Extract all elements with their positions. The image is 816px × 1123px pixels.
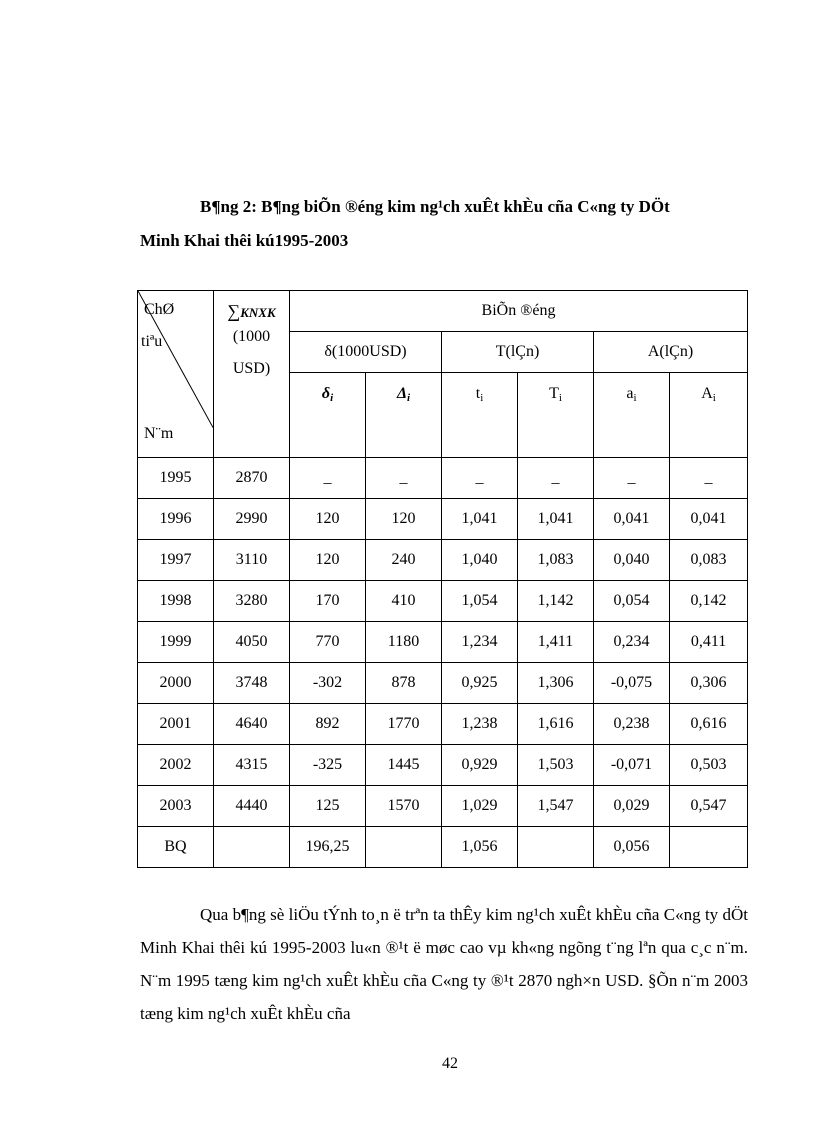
sub-header-1 bbox=[366, 373, 442, 458]
table-row bbox=[138, 622, 748, 663]
sub-header-subscript: i bbox=[330, 392, 334, 404]
table-row bbox=[138, 499, 748, 540]
table-cell: 0,238 bbox=[594, 704, 670, 745]
table-cell: 1,547 bbox=[518, 786, 594, 827]
table-cell: 0,234 bbox=[594, 622, 670, 663]
table-cell: 0,929 bbox=[442, 745, 518, 786]
table-cell: 0,083 bbox=[670, 540, 748, 581]
table-cell: _ bbox=[290, 458, 366, 499]
table-row bbox=[138, 745, 748, 786]
table-cell: 3110 bbox=[214, 540, 290, 581]
table-cell: 1,029 bbox=[442, 786, 518, 827]
table-cell: 1,056 bbox=[442, 827, 518, 868]
table-cell: 4640 bbox=[214, 704, 290, 745]
table-cell: 1,041 bbox=[442, 499, 518, 540]
knxk-unit-line1: (1000 bbox=[232, 328, 271, 345]
row-year-cell: 1995 bbox=[138, 458, 214, 499]
row-year-cell: 2001 bbox=[138, 704, 214, 745]
table-cell: 2990 bbox=[214, 499, 290, 540]
table-cell: 1,616 bbox=[518, 704, 594, 745]
table-cell: -0,075 bbox=[594, 663, 670, 704]
table-cell: _ bbox=[594, 458, 670, 499]
table-cell: -0,071 bbox=[594, 745, 670, 786]
row-year-cell: 1999 bbox=[138, 622, 214, 663]
sub-header-2 bbox=[442, 373, 518, 458]
table-cell: 0,925 bbox=[442, 663, 518, 704]
group-header-t: T(lÇn) bbox=[442, 332, 594, 373]
table-cell: 3280 bbox=[214, 581, 290, 622]
table-cell: 4050 bbox=[214, 622, 290, 663]
sub-header-symbol: a bbox=[626, 385, 634, 402]
bien-dong-header: BiÕn ®éng bbox=[290, 291, 748, 332]
table-cell: 4315 bbox=[214, 745, 290, 786]
table-cell: 1,503 bbox=[518, 745, 594, 786]
sub-header-symbol: T bbox=[549, 385, 559, 402]
table-cell: 2870 bbox=[214, 458, 290, 499]
group-header-delta: δ(1000USD) bbox=[290, 332, 442, 373]
table-cell: 0,306 bbox=[670, 663, 748, 704]
corner-label-top: ChØ bbox=[144, 301, 175, 318]
row-year-cell: 2002 bbox=[138, 745, 214, 786]
sub-header-0 bbox=[290, 373, 366, 458]
table-cell: 1,238 bbox=[442, 704, 518, 745]
analysis-paragraph bbox=[140, 898, 748, 1030]
corner-label-bottom: N¨m bbox=[144, 425, 174, 442]
sub-header-symbol: δ bbox=[321, 385, 331, 402]
table-cell: 410 bbox=[366, 581, 442, 622]
table-cell: _ bbox=[442, 458, 518, 499]
table-cell: 120 bbox=[290, 499, 366, 540]
table-cell: 240 bbox=[366, 540, 442, 581]
paragraph-text: Qua b¶ng sè liÖu tÝnh to¸n ë trªn ta thÊy kim ng¹ch xuÊt khÈu cña C«ng ty dÖt Minh Khai thêi kú 1995-2003 lu«n ®¹t ë møc cao vµ kh«ng ngõng t¨ng lªn qua c¸c n¨m. N¨m 1995 tæng kim ng¹ch xuÊt khÈu cña C«ng ty ®¹t 2870 ngh×n USD. §Õn n¨m 2003 tæng kim ng¹ch xuÊt khÈu cña bbox=[140, 905, 748, 1023]
table-cell: 1770 bbox=[366, 704, 442, 745]
table-cell: 0,041 bbox=[670, 499, 748, 540]
row-year-cell: 1997 bbox=[138, 540, 214, 581]
table-cell: 0,056 bbox=[594, 827, 670, 868]
table-cell bbox=[670, 827, 748, 868]
table-cell: 770 bbox=[290, 622, 366, 663]
table-cell: 0,547 bbox=[670, 786, 748, 827]
table-cell: 125 bbox=[290, 786, 366, 827]
knxk-header bbox=[214, 291, 290, 458]
table-cell: -302 bbox=[290, 663, 366, 704]
group-header-a: A(lÇn) bbox=[594, 332, 748, 373]
page-number: 42 bbox=[442, 1055, 458, 1072]
table-row bbox=[138, 663, 748, 704]
table-cell: 0,142 bbox=[670, 581, 748, 622]
sub-header-subscript: i bbox=[712, 392, 716, 404]
corner-header bbox=[138, 291, 214, 458]
sub-header-symbol: t bbox=[475, 385, 481, 402]
table-cell: _ bbox=[366, 458, 442, 499]
table-row bbox=[138, 704, 748, 745]
table-caption bbox=[140, 190, 760, 258]
row-year-cell: BQ bbox=[138, 827, 214, 868]
row-year-cell: 2003 bbox=[138, 786, 214, 827]
table-cell: 120 bbox=[366, 499, 442, 540]
table-cell: 120 bbox=[290, 540, 366, 581]
sub-header-subscript: i bbox=[633, 392, 637, 404]
table-cell: 196,25 bbox=[290, 827, 366, 868]
table-row bbox=[138, 827, 748, 868]
table-cell: 0,411 bbox=[670, 622, 748, 663]
table-cell: 1,306 bbox=[518, 663, 594, 704]
table-cell: 1445 bbox=[366, 745, 442, 786]
table-cell: -325 bbox=[290, 745, 366, 786]
sub-header-symbol: Δ bbox=[396, 385, 407, 402]
table-cell bbox=[366, 827, 442, 868]
knxk-label: KNXK bbox=[240, 305, 276, 320]
table-cell: 1,041 bbox=[518, 499, 594, 540]
table-row bbox=[138, 581, 748, 622]
table-cell: 170 bbox=[290, 581, 366, 622]
table-row bbox=[138, 786, 748, 827]
knxk-unit-line2: USD) bbox=[232, 360, 271, 377]
table-cell bbox=[518, 827, 594, 868]
table-cell: 1,040 bbox=[442, 540, 518, 581]
table-cell: _ bbox=[670, 458, 748, 499]
table-cell: 1,054 bbox=[442, 581, 518, 622]
table-cell: 0,029 bbox=[594, 786, 670, 827]
sub-header-symbol: A bbox=[701, 385, 713, 402]
table-cell: 1,142 bbox=[518, 581, 594, 622]
table-cell: 0,040 bbox=[594, 540, 670, 581]
sub-header-5 bbox=[670, 373, 748, 458]
sub-header-4 bbox=[594, 373, 670, 458]
table-cell: 4440 bbox=[214, 786, 290, 827]
row-year-cell: 1996 bbox=[138, 499, 214, 540]
sub-header-subscript: i bbox=[480, 392, 484, 404]
table-cell bbox=[214, 827, 290, 868]
table-cell: 1,411 bbox=[518, 622, 594, 663]
corner-label-mid: tiªu bbox=[141, 333, 163, 350]
table-row bbox=[138, 540, 748, 581]
export-turnover-table bbox=[137, 290, 748, 868]
table-cell: 0,503 bbox=[670, 745, 748, 786]
table-cell: 3748 bbox=[214, 663, 290, 704]
table-cell: 0,041 bbox=[594, 499, 670, 540]
row-year-cell: 2000 bbox=[138, 663, 214, 704]
sub-header-3 bbox=[518, 373, 594, 458]
table-cell: 1570 bbox=[366, 786, 442, 827]
table-cell: 0,616 bbox=[670, 704, 748, 745]
table-cell: 892 bbox=[290, 704, 366, 745]
sub-header-subscript: i bbox=[558, 392, 562, 404]
sum-symbol: ∑ bbox=[227, 301, 241, 321]
caption-line-2: Minh Khai thêi kú1995-2003 bbox=[140, 231, 349, 250]
table-cell: _ bbox=[518, 458, 594, 499]
table-cell: 878 bbox=[366, 663, 442, 704]
table-cell: 1,234 bbox=[442, 622, 518, 663]
table-cell: 1,083 bbox=[518, 540, 594, 581]
table-cell: 1180 bbox=[366, 622, 442, 663]
row-year-cell: 1998 bbox=[138, 581, 214, 622]
caption-line-1: B¶ng 2: B¶ng biÕn ®éng kim ng¹ch xuÊt khÈu cña C«ng ty DÖt bbox=[200, 197, 670, 216]
table-row bbox=[138, 458, 748, 499]
table-cell: 0,054 bbox=[594, 581, 670, 622]
sub-header-subscript: i bbox=[406, 392, 411, 404]
